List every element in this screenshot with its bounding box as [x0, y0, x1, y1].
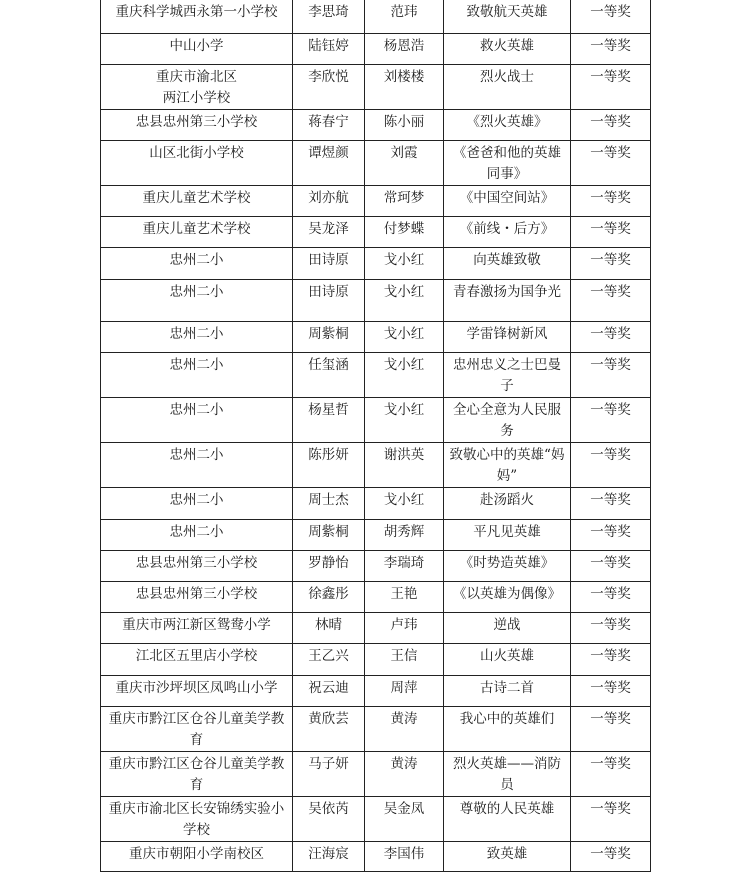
school-cell: 忠县忠州第三小学校: [101, 582, 293, 613]
teacher-cell: 杨恩浩: [365, 34, 444, 65]
award-cell: 一等奖: [571, 797, 651, 842]
teacher-cell: 吴金凤: [365, 797, 444, 842]
school-cell: 忠州二小: [101, 443, 293, 488]
teacher-cell: 刘楼楼: [365, 65, 444, 110]
school-cell: 重庆市两江新区鸳鸯小学: [101, 613, 293, 644]
teacher-cell: 戈小红: [365, 322, 444, 353]
table-row: [101, 443, 651, 488]
work-title-cell: 青春激扬为国争光: [444, 280, 571, 322]
work-title-cell: 《烈火英雄》: [444, 110, 571, 141]
school-cell: 忠州二小: [101, 488, 293, 520]
table-row: [101, 582, 651, 613]
student-cell: 田诗原: [293, 280, 365, 322]
teacher-cell: 付梦蝶: [365, 217, 444, 248]
table-row: [101, 217, 651, 248]
student-cell: 周紫桐: [293, 520, 365, 551]
table-row: [101, 248, 651, 280]
award-cell: 一等奖: [571, 0, 651, 34]
award-cell: 一等奖: [571, 248, 651, 280]
teacher-cell: 周萍: [365, 676, 444, 707]
work-title-cell: 烈火英雄——消防员: [444, 752, 571, 797]
work-title-cell: 致英雄: [444, 842, 571, 872]
award-cell: 一等奖: [571, 752, 651, 797]
teacher-cell: 王艳: [365, 582, 444, 613]
teacher-cell: 胡秀辉: [365, 520, 444, 551]
work-title-cell: 逆战: [444, 613, 571, 644]
award-cell: 一等奖: [571, 443, 651, 488]
work-title-cell: 忠州忠义之士巴曼子: [444, 353, 571, 398]
student-cell: 周紫桐: [293, 322, 365, 353]
student-cell: 刘亦航: [293, 186, 365, 217]
teacher-cell: 戈小红: [365, 488, 444, 520]
award-cell: 一等奖: [571, 353, 651, 398]
award-cell: 一等奖: [571, 520, 651, 551]
award-cell: 一等奖: [571, 644, 651, 676]
award-cell: 一等奖: [571, 141, 651, 186]
school-cell-line: 重庆市渝北区: [156, 69, 237, 85]
work-title-cell: 古诗二首: [444, 676, 571, 707]
school-cell: 重庆市黔江区仓谷儿童美学教育: [101, 707, 293, 752]
work-title-cell: 《爸爸和他的英雄同事》: [444, 141, 571, 186]
table-row: [101, 353, 651, 398]
work-title-cell: 《以英雄为偶像》: [444, 582, 571, 613]
student-cell: 马子妍: [293, 752, 365, 797]
work-title-cell: 尊敬的人民英雄: [444, 797, 571, 842]
student-cell: 林晴: [293, 613, 365, 644]
table-row: [101, 110, 651, 141]
work-title-cell: 《时势造英雄》: [444, 551, 571, 582]
work-title-cell: 《中国空间站》: [444, 186, 571, 217]
award-cell: 一等奖: [571, 398, 651, 443]
school-cell: 忠州二小: [101, 520, 293, 551]
school-cell-line: 两江小学校: [162, 90, 231, 106]
work-title-cell: 救火英雄: [444, 34, 571, 65]
table-row: [101, 0, 651, 34]
teacher-cell: 李瑞琦: [365, 551, 444, 582]
table-row: [101, 322, 651, 353]
table-row: [101, 842, 651, 872]
school-cell: 忠县忠州第三小学校: [101, 551, 293, 582]
teacher-cell: 刘霞: [365, 141, 444, 186]
school-cell: 重庆科学城西永第一小学校: [101, 0, 293, 34]
work-title-cell: 向英雄致敬: [444, 248, 571, 280]
student-cell: 黄欣芸: [293, 707, 365, 752]
table-row: [101, 613, 651, 644]
student-cell: 吴依芮: [293, 797, 365, 842]
work-title-cell: 我心中的英雄们: [444, 707, 571, 752]
school-cell: 重庆儿童艺术学校: [101, 217, 293, 248]
work-title-cell: 平凡见英雄: [444, 520, 571, 551]
school-cell: 忠州二小: [101, 248, 293, 280]
table-row: [101, 141, 651, 186]
award-cell: 一等奖: [571, 322, 651, 353]
school-cell: 重庆市渝北区长安锦绣实验小学校: [101, 797, 293, 842]
table-row: [101, 280, 651, 322]
work-title-cell: 全心全意为人民服务: [444, 398, 571, 443]
work-title-cell: 赴汤蹈火: [444, 488, 571, 520]
table-row: [101, 797, 651, 842]
work-title-cell: 致敬心中的英雄“妈妈”: [444, 443, 571, 488]
teacher-cell: 黄涛: [365, 752, 444, 797]
teacher-cell: 卢玮: [365, 613, 444, 644]
teacher-cell: 黄涛: [365, 707, 444, 752]
school-cell: 忠州二小: [101, 280, 293, 322]
table-row: [101, 520, 651, 551]
school-cell: 忠州二小: [101, 322, 293, 353]
teacher-cell: 李国伟: [365, 842, 444, 872]
award-cell: 一等奖: [571, 551, 651, 582]
school-cell: 江北区五里店小学校: [101, 644, 293, 676]
award-cell: 一等奖: [571, 488, 651, 520]
table-row: [101, 752, 651, 797]
table-row: [101, 551, 651, 582]
award-cell: 一等奖: [571, 676, 651, 707]
school-cell: 山区北街小学校: [101, 141, 293, 186]
school-cell: 忠州二小: [101, 398, 293, 443]
student-cell: 谭煜颜: [293, 141, 365, 186]
teacher-cell: 范玮: [365, 0, 444, 34]
student-cell: 李思琦: [293, 0, 365, 34]
student-cell: 汪海宸: [293, 842, 365, 872]
school-cell: 忠州二小: [101, 353, 293, 398]
school-cell: [101, 65, 293, 110]
teacher-cell: 陈小丽: [365, 110, 444, 141]
table-row: [101, 34, 651, 65]
school-cell: 忠县忠州第三小学校: [101, 110, 293, 141]
teacher-cell: 戈小红: [365, 280, 444, 322]
work-title-cell: 致敬航天英雄: [444, 0, 571, 34]
student-cell: 李欣悦: [293, 65, 365, 110]
student-cell: 吴龙泽: [293, 217, 365, 248]
table-row: [101, 676, 651, 707]
awards-table-body: [101, 0, 651, 872]
award-cell: 一等奖: [571, 842, 651, 872]
award-cell: 一等奖: [571, 613, 651, 644]
teacher-cell: 王信: [365, 644, 444, 676]
award-cell: 一等奖: [571, 217, 651, 248]
school-cell: 中山小学: [101, 34, 293, 65]
student-cell: 田诗原: [293, 248, 365, 280]
award-cell: 一等奖: [571, 65, 651, 110]
student-cell: 周士杰: [293, 488, 365, 520]
school-cell: 重庆市沙坪坝区凤鸣山小学: [101, 676, 293, 707]
teacher-cell: 戈小红: [365, 353, 444, 398]
teacher-cell: 谢洪英: [365, 443, 444, 488]
student-cell: 徐鑫彤: [293, 582, 365, 613]
student-cell: 罗静怡: [293, 551, 365, 582]
work-title-cell: 《前线・后方》: [444, 217, 571, 248]
student-cell: 王乙兴: [293, 644, 365, 676]
work-title-cell: 烈火战士: [444, 65, 571, 110]
teacher-cell: 戈小红: [365, 398, 444, 443]
table-row: [101, 488, 651, 520]
school-cell: 重庆市朝阳小学南校区: [101, 842, 293, 872]
table-row: [101, 644, 651, 676]
award-cell: 一等奖: [571, 110, 651, 141]
student-cell: 任玺涵: [293, 353, 365, 398]
table-row: [101, 398, 651, 443]
award-cell: 一等奖: [571, 707, 651, 752]
award-cell: 一等奖: [571, 280, 651, 322]
student-cell: 陈彤妍: [293, 443, 365, 488]
table-row: [101, 65, 651, 110]
teacher-cell: 常珂梦: [365, 186, 444, 217]
work-title-cell: 山火英雄: [444, 644, 571, 676]
table-row: [101, 186, 651, 217]
student-cell: 杨星哲: [293, 398, 365, 443]
award-cell: 一等奖: [571, 186, 651, 217]
school-cell: 重庆儿童艺术学校: [101, 186, 293, 217]
award-cell: 一等奖: [571, 582, 651, 613]
awards-table: [100, 0, 651, 872]
table-row: [101, 707, 651, 752]
award-cell: 一等奖: [571, 34, 651, 65]
student-cell: 陆钰婷: [293, 34, 365, 65]
student-cell: 祝云迪: [293, 676, 365, 707]
teacher-cell: 戈小红: [365, 248, 444, 280]
student-cell: 蒋春宁: [293, 110, 365, 141]
school-cell: 重庆市黔江区仓谷儿童美学教育: [101, 752, 293, 797]
work-title-cell: 学雷锋树新风: [444, 322, 571, 353]
